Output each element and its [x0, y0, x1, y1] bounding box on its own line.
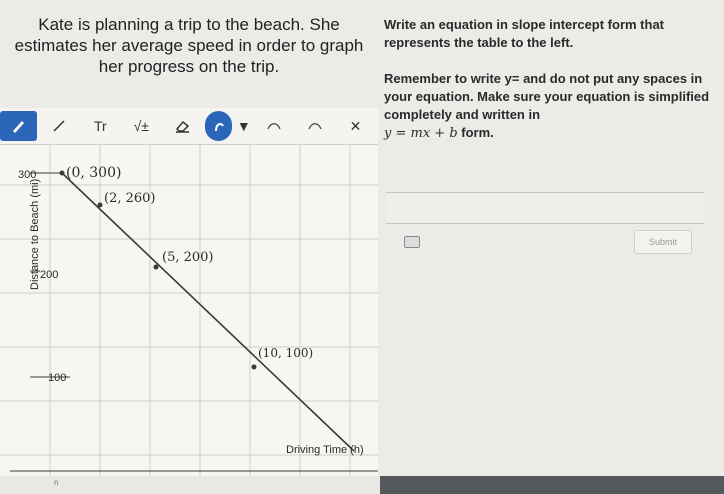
line-tool-icon[interactable]: [41, 111, 78, 141]
instruction-line-2: Remember to write y= and do not put any spaces in your equation. Make sure your equation is simplified completely and written in: [384, 71, 710, 122]
sqrt-tool-icon[interactable]: √±: [133, 118, 149, 134]
text-tool-icon[interactable]: Tr: [93, 118, 107, 134]
close-icon[interactable]: ✕: [349, 117, 362, 134]
point-10-100: [252, 365, 257, 370]
trend-line: [62, 173, 354, 451]
y-tick-label-200: 200: [40, 269, 59, 281]
arc-alt-icon[interactable]: [296, 111, 333, 141]
graph-svg: [0, 145, 378, 485]
point-5-200: [154, 265, 159, 270]
drawing-toolbar: [0, 108, 378, 145]
math-form: y = mx + b: [384, 126, 458, 141]
y-axis-label: Distance to Beach (mi): [29, 178, 41, 290]
undo-icon[interactable]: [205, 111, 233, 141]
point-label-2-260: (2, 260): [104, 191, 156, 206]
chevron-down-icon[interactable]: ▼: [236, 118, 251, 134]
instruction-line-1: Write an equation in slope intercept form that represents the table to the left.: [384, 17, 665, 50]
point-label-5-200: (5, 200): [162, 250, 214, 265]
x-axis-label: Driving Time (h): [286, 444, 364, 456]
problem-prompt: Kate is planning a trip to the beach. She estimates her average speed in order to graph her progress on the trip.: [14, 15, 364, 76]
keyboard-icon[interactable]: [404, 236, 420, 248]
eraser-icon[interactable]: [164, 111, 201, 141]
pencil-icon[interactable]: [0, 111, 37, 141]
instructions-panel: [384, 16, 714, 143]
point-0-300: [60, 171, 65, 176]
bottom-strip: [0, 476, 724, 494]
arc-icon[interactable]: [255, 111, 292, 141]
math-form-line: [384, 124, 714, 143]
bottom-mark: n: [54, 478, 59, 487]
submit-button[interactable]: Submit: [634, 230, 692, 254]
answer-input[interactable]: [386, 192, 704, 224]
math-form-suffix: form.: [461, 125, 494, 140]
y-tick-label-300: 300: [18, 169, 37, 181]
point-label-10-100: (10, 100): [258, 346, 314, 360]
y-tick-label-100: 100: [48, 372, 67, 384]
graph-canvas[interactable]: [0, 145, 378, 485]
point-label-0-300: (0, 300): [66, 165, 122, 181]
point-2-260: [98, 203, 103, 208]
